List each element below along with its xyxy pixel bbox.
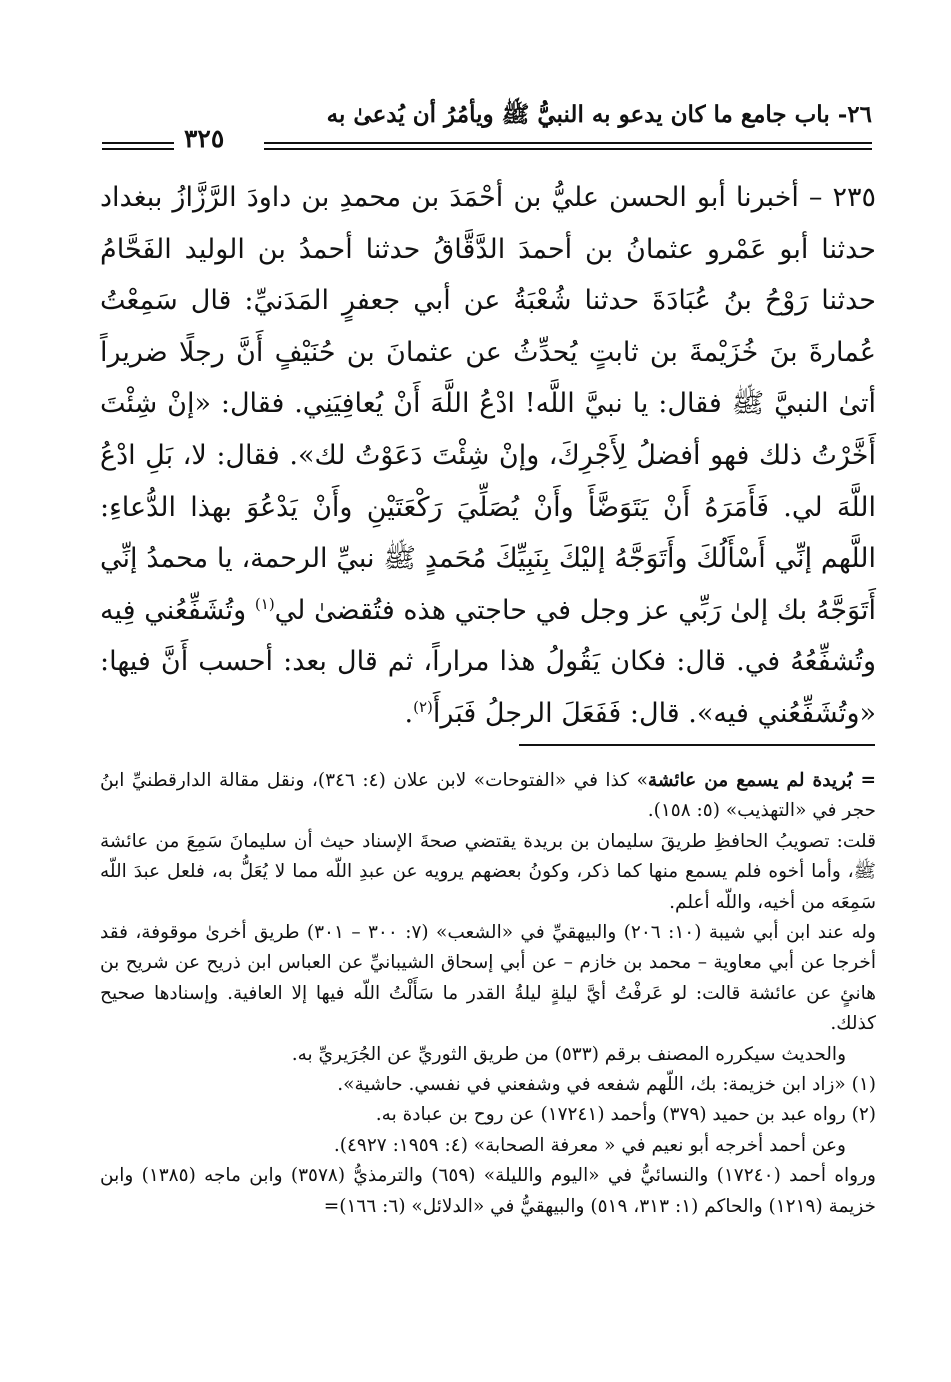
footnote-comment: قلت: تصويبُ الحافظِ طريقَ سليمان بن بريدة يقتضي صحةَ الإسناد حيث أن سليمانَ سَمِعَ من عائشة ﷺ، وأما أخوه فلم يسمع منها كما ذكر، وكونُ بعضهم يرويه عن عبدِ اللّه مما لا يُعَلُّ به، فلعل عبدَ اللّه سَمِعَه من أخيه، واللّه أعلم. <box>100 830 876 913</box>
running-header <box>102 100 872 160</box>
footnote-2-sources: ورواه أحمد (١٧٢٤٠) والنسائيُّ في «اليوم والليلة» (٦٥٩) والترمذيُّ (٣٥٧٨) وابن ماجه (١٣٨٥) وابن خزيمة (١٢١٩) والحاكم (١: ٣١٣، ٥١٩) والبيهقيُّ في «الدلائل» (٦: ١٦٦)= <box>100 1165 876 1217</box>
footnote-2-abu-nuaym: وعن أحمد أخرجه أبو نعيم في « معرفة الصحابة» (٤: ١٩٥٩: ٤٩٢٧). <box>333 1134 846 1156</box>
footnotes <box>100 766 876 1222</box>
footnote-continuation <box>100 766 876 827</box>
footnote-1: (١) «زاد ابن خزيمة: بك، اللّهم شفعه في وشفعني في نفسي. حاشية». <box>337 1074 876 1096</box>
footnote-ref-2: (٢) <box>413 697 433 716</box>
hadith-text <box>100 172 876 740</box>
footnote-bold-lead: = بُريدة لم يسمع من عائشة <box>647 770 877 791</box>
chapter-title: ٢٦- باب جامع ما كان يدعو به النبيُّ ﷺ ويأمُرُ أن يُدعىٰ به <box>326 101 872 128</box>
page-number: ٣٢٥ <box>184 124 225 153</box>
footnote-ref-1: (١) <box>254 594 275 613</box>
hadith-text-part-2: وتُشَفِّعُني فِيه وتُشفِّعُهُ في. قال: فكان يَقُولُ هذا مراراً، ثم قال بعد: أحسب أَنَّ فيها: «وتُشَفِّعُني فيه». قال: فَفَعَلَ الرجلُ فَبَرأَ <box>100 594 876 729</box>
hadith-text-end: . <box>404 697 414 729</box>
footnote-other-route: وله عند ابن أبي شيبة (١٠: ٢٠٦) والبيهقيِّ في «الشعب» (٧: ٣٠٠ – ٣٠١) طريق أخرىٰ موقوفة، فقد أخرجا عن أبي معاوية – محمد بن خازم – عن أبي إسحاق الشيبانيِّ عن العباس ابن ذريح عن شريح بن هانئٍ عن عائشة قالت: لو عَرفْتُ أيَّ ليلةٍ ليلةُ القدر ما سَأَلْتُ اللّه فيها إلا العافية. وإسنادها صحيح كذلك. <box>100 922 876 1035</box>
footnote-separator <box>519 744 875 746</box>
footnote-repeat-note: والحديث سيكرره المصنف برقم (٥٣٣) من طريق الثوريِّ عن الجُرَيريِّ به. <box>291 1043 846 1065</box>
header-rule-left <box>102 142 174 150</box>
footnote-2: (٢) رواه عبد بن حميد (٣٧٩) وأحمد (١٧٢٤١) عن روح بن عبادة به. <box>375 1104 876 1126</box>
footnote-continuation-rest: » كذا في «الفتوحات» لابن علان (٤: ٣٤٦)، ونقل مقالة الدارقطنيِّ ابنُ حجر في «التهذيب» (٥: ١٥٨). <box>100 770 876 822</box>
hadith-text-part-1: ٢٣٥ – أخبرنا أبو الحسن عليُّ بن أحْمَدَ بن محمدِ بن داودَ الرَّزَّازُ ببغداد حدثنا أبو عَمْرو عثمانُ بن أحمدَ الدَّقَّاقُ حدثنا أحمدُ بن الوليد الفَحَّامُ حدثنا رَوْحُ بنُ عُبَادَةَ حدثنا شُعْبَةُ عن أبي جعفرٍ المَدَنيِّ: قال سَمِعْتُ عُمارةَ بنَ خُزَيْمةَ بن ثابتٍ يُحدِّثُ عن عثمانَ بن حُنَيْفٍ أَنَّ رجلًا ضريراً أتىٰ النبيَّ ﷺ فقال: يا نبيَّ اللَّه! ادْعُ اللَّهَ أَنْ يُعافِيَنِي. فقال: «إنْ شِئْتَ أَخَّرْتُ ذلك فهو أفضلُ لِأَجْرِكَ، وإنْ شِئْتَ دَعَوْتُ لك». فقال: لا، بَلِ ادْعُ اللَّهَ لي. فَأَمَرَهُ أَنْ يَتَوَضَّأَ وأَنْ يُصَلِّيَ رَكْعَتَيْنِ وأَنْ يَدْعُوَ بهذا الدُّعاءِ: اللَّهم إنِّي أَسْأَلُكَ وأَتَوَجَّهُ إليْكَ بِنَبِيِّكَ مُحَمدٍ ﷺ نبيِّ الرحمة، يا محمدُ إنِّي أَتَوَجَّهُ بك إلىٰ رَبِّي عز وجل في حاجتي هذه فتُقضىٰ لي <box>100 182 877 626</box>
header-rule-right <box>264 142 872 150</box>
